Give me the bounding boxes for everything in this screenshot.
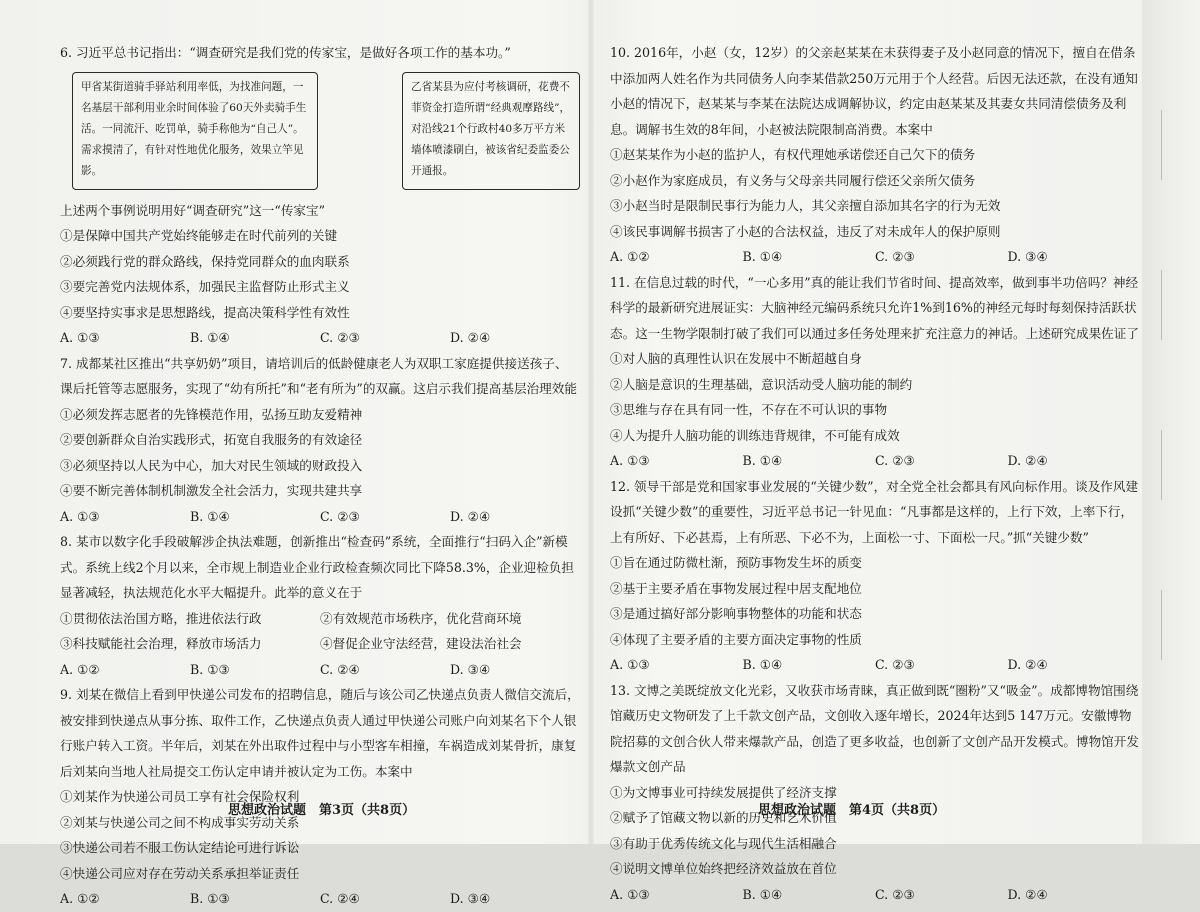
choice-a[interactable]: A. ①③ (610, 453, 650, 468)
choice-d[interactable]: D. ②④ (1007, 886, 1048, 902)
case-boxes (72, 72, 580, 190)
choice-c[interactable]: C. ②④ (320, 891, 360, 906)
choice-a[interactable]: A. ①③ (60, 508, 100, 524)
answer-choices (60, 325, 580, 351)
option-2: ②小赵作为家庭成员，有义务与父母亲共同履行偿还父亲所欠债务 (610, 172, 976, 188)
option-2: ②要创新群众自治实践形式，拓宽自我服务的有效途径 (60, 432, 363, 447)
answer-choices (60, 657, 580, 683)
choice-d[interactable]: D. ②④ (450, 508, 491, 524)
option-3: ③思维与存在具有同一性，不存在不可认识的事物 (610, 402, 888, 417)
question-13 (610, 678, 1140, 908)
choice-b[interactable]: B. ①④ (190, 330, 230, 345)
choice-b[interactable]: B. ①④ (742, 249, 783, 264)
question-stem: 13. 文博之美既绽放文化光彩，又收获市场青睐，真正做到既“圈粉”又“吸金”。成都博物馆围绕馆藏历史文物研发了上千款文创产品，文创收入逐年增长，2024年达到5 147万元。安徽博物院招募的文创合伙人带来爆款产品，创造了更多收益，也创新了文创产品开发模式。博物馆开发爆款文创产品 (610, 682, 1139, 774)
question-stem: 7. 成都某社区推出“共享奶奶”项目，请培训后的低龄健康老人为双职工家庭提供接送孩子、课后托管等志愿服务，实现了“幼有所托”和“老有所为”的双赢。这启示我们提高基层治理效能 (60, 355, 577, 396)
option-1: ①旨在通过防微杜渐，预防事物发生坏的质变 (610, 555, 862, 570)
answer-choices (60, 504, 580, 530)
question-10 (610, 40, 1140, 270)
choice-c[interactable]: C. ②③ (875, 657, 915, 672)
page-footer: 思想政治试题 第4页（共8页） (758, 803, 946, 818)
question-stem: 10. 2016年，小赵（女，12岁）的父亲赵某某在未获得妻子及小赵同意的情况下，擅自在借条中添加两人姓名作为共同债务人向李某借款250万元用于个人经营。后因无法还款，在没有通知小赵的情况下，赵某某与李某在法院达成调解协议，约定由赵某某及其妻女共同清偿债务及利息。调解书生效的8年间，小赵被法院限制高消费。本案中 (610, 45, 1138, 137)
question-stem: 9. 刘某在微信上看到甲快递公司发布的招聘信息，随后与该公司乙快递点负责人微信交流后，被安排到快递点从事分拣、取件工作，乙快递点负责人通过甲快递公司账户向刘某名下个人银行账户转入工资。半年后，刘某在外出取件过程中与小型客车相撞，车祸造成刘某骨折，康复后刘某向当地人社局提交工伤认定申请并被认定为工伤。本案中 (60, 687, 580, 779)
option-1: ①是保障中国共产党始终能够走在时代前列的关键 (60, 228, 338, 243)
option-1: ①对人脑的真理性认识在发展中不断超越自身 (610, 351, 862, 366)
page-4 (610, 40, 1140, 907)
choice-b[interactable]: B. ①④ (742, 453, 783, 468)
option-4: ④要坚持实事求是思想路线，提高决策科学性有效性 (60, 304, 350, 320)
question-lead: 上述两个事例说明用好“调查研究”这一“传家宝” (60, 202, 326, 218)
option-2: ②必须践行党的群众路线，保持党同群众的血肉联系 (60, 253, 350, 269)
option-4: ④说明文博单位始终把经济效益放在首位 (610, 861, 837, 876)
side-margin-line (1161, 110, 1182, 180)
answer-choices (610, 448, 1140, 474)
choice-a[interactable]: A. ①② (60, 891, 100, 906)
choice-b[interactable]: B. ①③ (190, 661, 230, 677)
choice-c[interactable]: C. ②③ (875, 453, 915, 468)
option-4: ④人为提升人脑功能的训练违背规律，不可能有成效 (610, 427, 900, 443)
question-6 (60, 40, 580, 351)
choice-a[interactable]: A. ①② (60, 661, 100, 677)
option-1: ①必须发挥志愿者的先锋模范作用，弘扬互助友爱精神 (60, 406, 363, 422)
question-8 (60, 529, 580, 682)
answer-choices (610, 882, 1140, 908)
option-2: ②基于主要矛盾在事物发展过程中居支配地位 (610, 580, 862, 596)
question-7 (60, 351, 580, 530)
option-3: ③要完善党内法规体系，加强民主监督防止形式主义 (60, 279, 350, 294)
choice-b[interactable]: B. ①④ (742, 886, 783, 902)
question-12 (610, 474, 1140, 678)
option-1: ①赵某某作为小赵的监护人，有权代理她承诺偿还自己欠下的债务 (610, 147, 976, 162)
case-box-a: 甲省某街道骑手驿站利用率低，为找准问题，一名基层干部利用业余时间体验了60天外卖骑手生活。一同流汗、吃罚单，骑手称他为“自己人”。需求摸清了，有针对性地优化服务，效果立竿见影。 (72, 72, 318, 190)
choice-a[interactable]: A. ①③ (610, 657, 650, 672)
choice-b[interactable]: B. ①④ (742, 657, 783, 672)
option-1: ①贯彻依法治国方略，推进依法行政 (60, 610, 262, 626)
question-stem: 11. 在信息过载的时代，“一心多用”真的能让我们节省时间、提高效率，做到事半功倍吗？神经科学的最新研究进展证实：大脑神经元编码系统只允许1%到16%的神经元每时每刻保持活跃状态。这一生物学限制打破了我们可以通过多任务处理来扩充注意力的神话。上述研究成果佐证了 (610, 274, 1139, 341)
option-3: ③是通过搞好部分影响事物整体的功能和状态 (610, 606, 862, 621)
choice-a[interactable]: A. ①③ (60, 330, 100, 345)
option-1: ①刘某作为快递公司员工享有社会保险权利 (60, 789, 300, 804)
option-3: ③科技赋能社会治理，释放市场活力 (60, 636, 262, 651)
option-3: ③快递公司若不服工伤认定结论可进行诉讼 (60, 840, 300, 855)
option-grid (60, 606, 580, 657)
choice-d[interactable]: D. ③④ (450, 891, 491, 906)
choice-d[interactable]: D. ③④ (450, 661, 491, 677)
option-4: ④要不断完善体制机制激发全社会活力，实现共建共享 (60, 483, 363, 498)
option-2: ②刘某与快递公司之间不构成事实劳动关系 (60, 814, 300, 830)
option-4: ④快递公司应对存在劳动关系承担举证责任 (60, 865, 300, 881)
side-margin-strip (1142, 0, 1200, 844)
choice-c[interactable]: C. ②③ (320, 508, 360, 524)
option-4: ④体现了主要矛盾的主要方面决定事物的性质 (610, 631, 862, 647)
answer-choices (610, 244, 1140, 270)
option-2: ②有效规范市场秩序，优化营商环境 (320, 610, 522, 626)
option-2: ②人脑是意识的生理基础，意识活动受人脑功能的制约 (610, 376, 913, 392)
choice-c[interactable]: C. ②④ (320, 661, 360, 677)
side-margin-line (1161, 430, 1182, 500)
question-stem: 12. 领导干部是党和国家事业发展的“关键少数”，对全党全社会都具有风向标作用。谈及作风建设抓“关键少数”的重要性，习近平总书记一针见血：“凡事都是这样的，上行下效，上率下行，上有所好、下必甚焉，上有所恶、下必不为，上面松一寸、下面松一尺。”抓“关键少数” (610, 478, 1139, 545)
choice-d[interactable]: D. ②④ (450, 330, 491, 345)
question-9 (60, 682, 580, 912)
page-footer: 思想政治试题 第3页（共8页） (228, 803, 416, 818)
choice-d[interactable]: D. ②④ (1007, 657, 1048, 672)
option-4: ④督促企业守法经营，建设法治社会 (320, 636, 522, 651)
choice-b[interactable]: B. ①④ (190, 508, 230, 524)
page-fold (588, 0, 594, 844)
choice-c[interactable]: C. ②③ (875, 886, 915, 902)
case-box-b: 乙省某县为应付考核调研，花费不菲资金打造所谓“经典观摩路线”，对沿线21个行政村40多万平方米墙体喷漆刷白，被该省纪委监委公开通报。 (402, 72, 580, 190)
question-stem: 6. 习近平总书记指出：“调查研究是我们党的传家宝，是做好各项工作的基本功。” (60, 45, 511, 60)
choice-d[interactable]: D. ②④ (1007, 453, 1048, 468)
choice-a[interactable]: A. ①③ (610, 886, 650, 902)
question-11 (610, 270, 1140, 474)
option-3: ③必须坚持以人民为中心，加大对民生领域的财政投入 (60, 457, 363, 473)
option-3: ③有助于优秀传统文化与现代生活相融合 (610, 835, 837, 851)
choice-a[interactable]: A. ①② (610, 249, 650, 264)
side-margin-line (1161, 270, 1182, 340)
page-3 (60, 40, 580, 912)
option-4: ④该民事调解书损害了小赵的合法权益，违反了对未成年人的保护原则 (610, 223, 1001, 239)
side-margin-line (1161, 590, 1182, 660)
choice-c[interactable]: C. ②③ (875, 249, 915, 264)
answer-choices (610, 652, 1140, 678)
question-stem: 8. 某市以数字化手段破解涉企执法难题，创新推出“检查码”系统，全面推行“扫码入企”新模式。系统上线2个月以来，全市规上制造业企业行政检查频次同比下降58.3%，企业迎检负担显著减轻，执法规范化水平大幅提升。此举的意义在于 (60, 534, 574, 600)
choice-d[interactable]: D. ③④ (1007, 249, 1048, 264)
option-2: ②赋予了馆藏文物以新的历史和艺术价值 (610, 810, 837, 825)
answer-choices (60, 886, 580, 912)
choice-c[interactable]: C. ②③ (320, 330, 360, 345)
choice-b[interactable]: B. ①③ (190, 891, 230, 906)
option-3: ③小赵当时是限制民事行为能力人，其父亲擅自添加其名字的行为无效 (610, 198, 1001, 213)
option-1: ①为文博事业可持续发展提供了经济支撑 (610, 784, 837, 800)
